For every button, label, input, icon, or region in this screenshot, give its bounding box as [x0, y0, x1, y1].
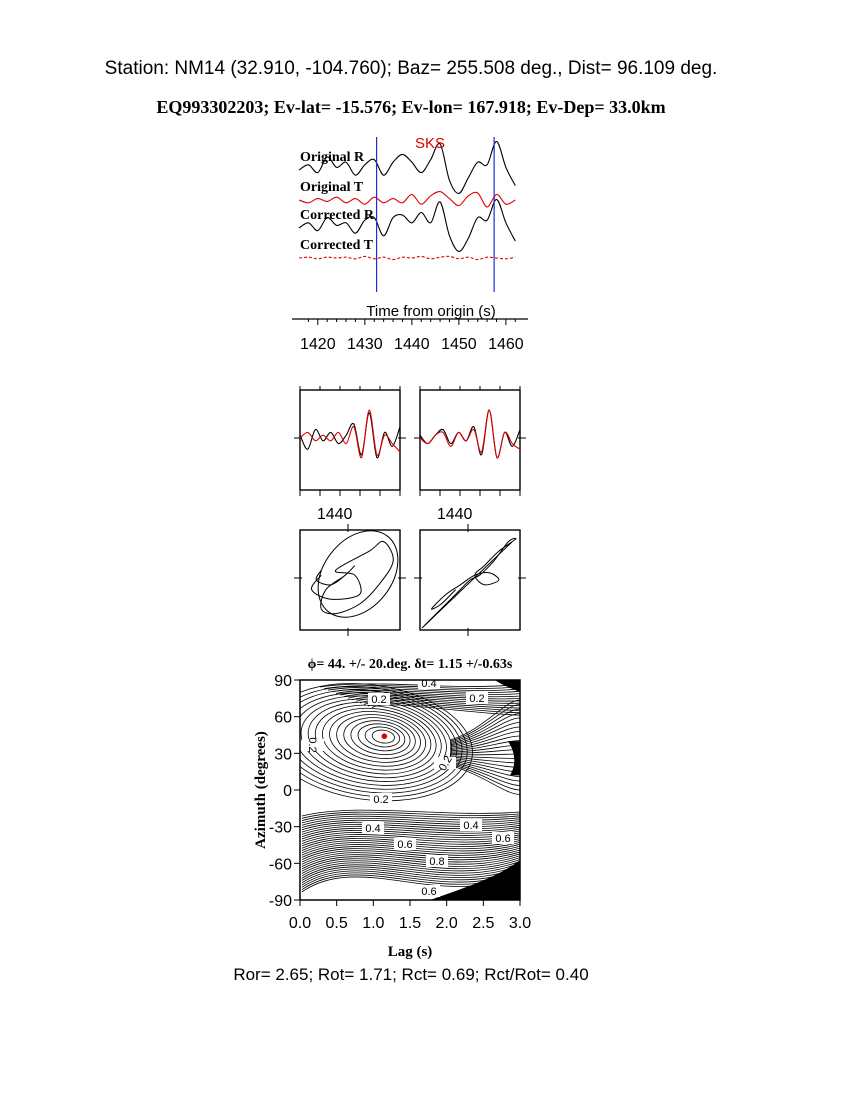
time-tick-label: 1430 — [347, 336, 383, 353]
y-tick-label: -30 — [268, 819, 292, 837]
contour-label: 0.2 — [469, 693, 485, 705]
phase-label: SKS — [415, 135, 446, 152]
contour-label: 0.4 — [463, 820, 479, 832]
y-axis-label: Azimuth (degrees) — [253, 731, 269, 849]
waveform-comparison-panels — [294, 386, 526, 523]
y-tick-label: -90 — [268, 893, 292, 910]
contour-label: 0.4 — [365, 823, 381, 835]
time-tick-label: 1420 — [300, 336, 336, 353]
trace-label: Corrected R — [300, 208, 374, 223]
x-tick-label: 1.0 — [362, 915, 385, 932]
waveform-trace — [300, 410, 400, 458]
x-tick-label: 2.5 — [472, 915, 495, 932]
waveform-tick-label: 1440 — [316, 506, 353, 523]
best-fit-point — [382, 733, 388, 739]
trace-label: Original R — [300, 150, 365, 165]
waveform-box — [300, 390, 400, 490]
trace-label: Corrected T — [300, 238, 373, 253]
contour-label: 0.6 — [421, 886, 437, 898]
contour-label: 0.2 — [436, 753, 455, 774]
trace-line — [299, 256, 515, 259]
contour-title: ϕ= 44. +/- 20.deg. δt= 1.15 +/-0.63s — [307, 657, 513, 672]
contour-lines — [258, 671, 520, 900]
x-tick-label: 3.0 — [508, 915, 532, 932]
contour-line — [450, 763, 520, 786]
contour-label: 0.6 — [397, 839, 413, 851]
contour-label: 0.4 — [421, 678, 437, 690]
y-tick-label: 30 — [274, 746, 292, 764]
time-tick-label: 1440 — [394, 336, 430, 353]
contour-line — [450, 765, 520, 794]
particle-motion-panels — [294, 515, 526, 636]
particle-motion-box — [300, 530, 400, 630]
contour-line — [450, 764, 520, 790]
contour-label: 0.2 — [373, 794, 389, 806]
particle-motion-path — [311, 541, 393, 613]
x-tick-label: 1.5 — [398, 915, 422, 932]
x-tick-label: 0.0 — [288, 915, 312, 932]
particle-motion-linear — [422, 542, 512, 628]
waveform-box — [420, 390, 520, 490]
y-tick-label: 0 — [283, 783, 292, 800]
station-info-title: Station: NM14 (32.910, -104.760); Baz= 255.508 deg., Dist= 96.109 deg. — [104, 58, 718, 79]
contour-label: 0.8 — [429, 856, 445, 868]
waveform-tick-label: 1440 — [436, 506, 473, 523]
x-axis-label: Lag (s) — [387, 944, 433, 960]
contour-label: 0.2 — [371, 694, 387, 706]
time-tick-label: 1460 — [488, 336, 524, 353]
y-tick-label: 90 — [274, 673, 292, 690]
waveform-trace — [420, 410, 520, 458]
contour-label: 0.6 — [495, 833, 511, 845]
contour-line — [356, 721, 406, 754]
correlation-stats: Ror= 2.65; Rot= 1.71; Rct= 0.69; Rct/Rot= 0.40 — [233, 965, 589, 984]
y-tick-label: 60 — [274, 709, 292, 727]
time-tick-label: 1450 — [441, 336, 477, 353]
grid-search-contour-panel — [253, 657, 531, 960]
trace-label: Original T — [300, 180, 364, 195]
traces-panel — [292, 135, 528, 353]
event-info-subtitle: EQ993302203; Ev-lat= -15.576; Ev-lon= 167.918; Ev-Dep= 33.0km — [156, 97, 666, 117]
y-tick-label: -60 — [268, 856, 292, 874]
x-tick-label: 2.0 — [435, 915, 458, 932]
contour-line — [450, 754, 520, 755]
contour-label: 0.2 — [306, 737, 318, 753]
time-axis-label: Time from origin (s) — [366, 303, 496, 320]
x-tick-label: 0.5 — [325, 915, 348, 932]
